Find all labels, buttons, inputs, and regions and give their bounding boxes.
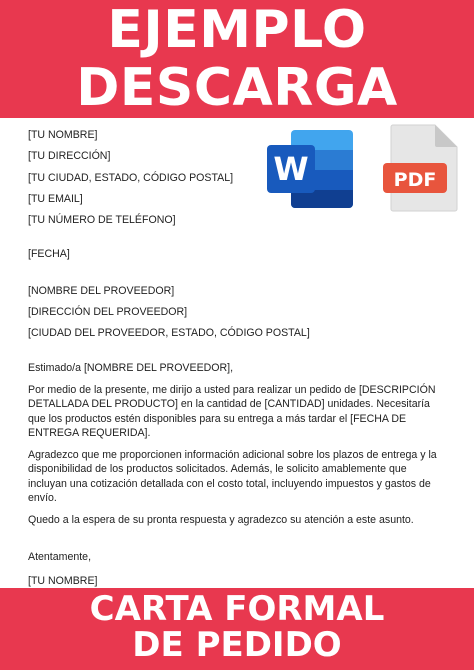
header-banner xyxy=(0,0,474,118)
pdf-icon-label: PDF xyxy=(393,169,437,191)
word-icon-letter: W xyxy=(273,150,309,188)
header-title-line1: EJEMPLO xyxy=(107,0,367,60)
sender-name: [TU NOMBRE] xyxy=(28,129,98,141)
pdf-icon[interactable] xyxy=(383,123,459,213)
header-title-line2: DESCARGA xyxy=(76,58,398,118)
sender-email: [TU EMAIL] xyxy=(28,192,83,205)
closing: Atentamente, xyxy=(28,550,92,563)
supplier-city: [CIUDAD DEL PROVEEDOR, ESTADO, CÓDIGO POSTAL] xyxy=(28,327,310,340)
sender-address: [TU DIRECCIÓN] xyxy=(28,150,111,163)
footer-banner xyxy=(0,588,474,670)
letter-date: [FECHA] xyxy=(28,248,70,261)
paragraph-1: Por medio de la presente, me dirijo a usted para realizar un pedido de [DESCRIPCIÓN DETALLADA DEL PRODUCTO] en la cantidad de [CANTIDAD] unidades. Necesitaría que los productos estén disponibles para su entrega a más tardar el [FECHA DE ENTREGA REQUERIDA]. xyxy=(28,383,436,439)
supplier-block xyxy=(28,284,448,341)
footer-title-line1: CARTA FORMAL xyxy=(89,589,385,629)
paragraph-3: Quedo a la espera de su pronta respuesta y agradezco su atención a este asunto. xyxy=(28,514,414,527)
word-icon[interactable] xyxy=(265,128,357,210)
supplier-name: [NOMBRE DEL PROVEEDOR] xyxy=(28,284,175,297)
sender-city: [TU CIUDAD, ESTADO, CÓDIGO POSTAL] xyxy=(28,171,234,184)
signature-name: [TU NOMBRE] xyxy=(28,574,98,587)
sender-phone: [TU NÚMERO DE TELÉFONO] xyxy=(28,214,176,227)
footer-title-line2: DE PEDIDO xyxy=(132,625,342,665)
supplier-address: [DIRECCIÓN DEL PROVEEDOR] xyxy=(28,306,188,319)
salutation: Estimado/a [NOMBRE DEL PROVEEDOR], xyxy=(28,361,234,374)
paragraph-2: Agradezco que me proporcionen información adicional sobre los plazos de entrega y la disponibilidad de los productos solicitados. Además, le solicito amablemente que incluyan una cotización detallada con el costo total, incluyendo impuestos y gastos de envío. xyxy=(28,449,437,505)
